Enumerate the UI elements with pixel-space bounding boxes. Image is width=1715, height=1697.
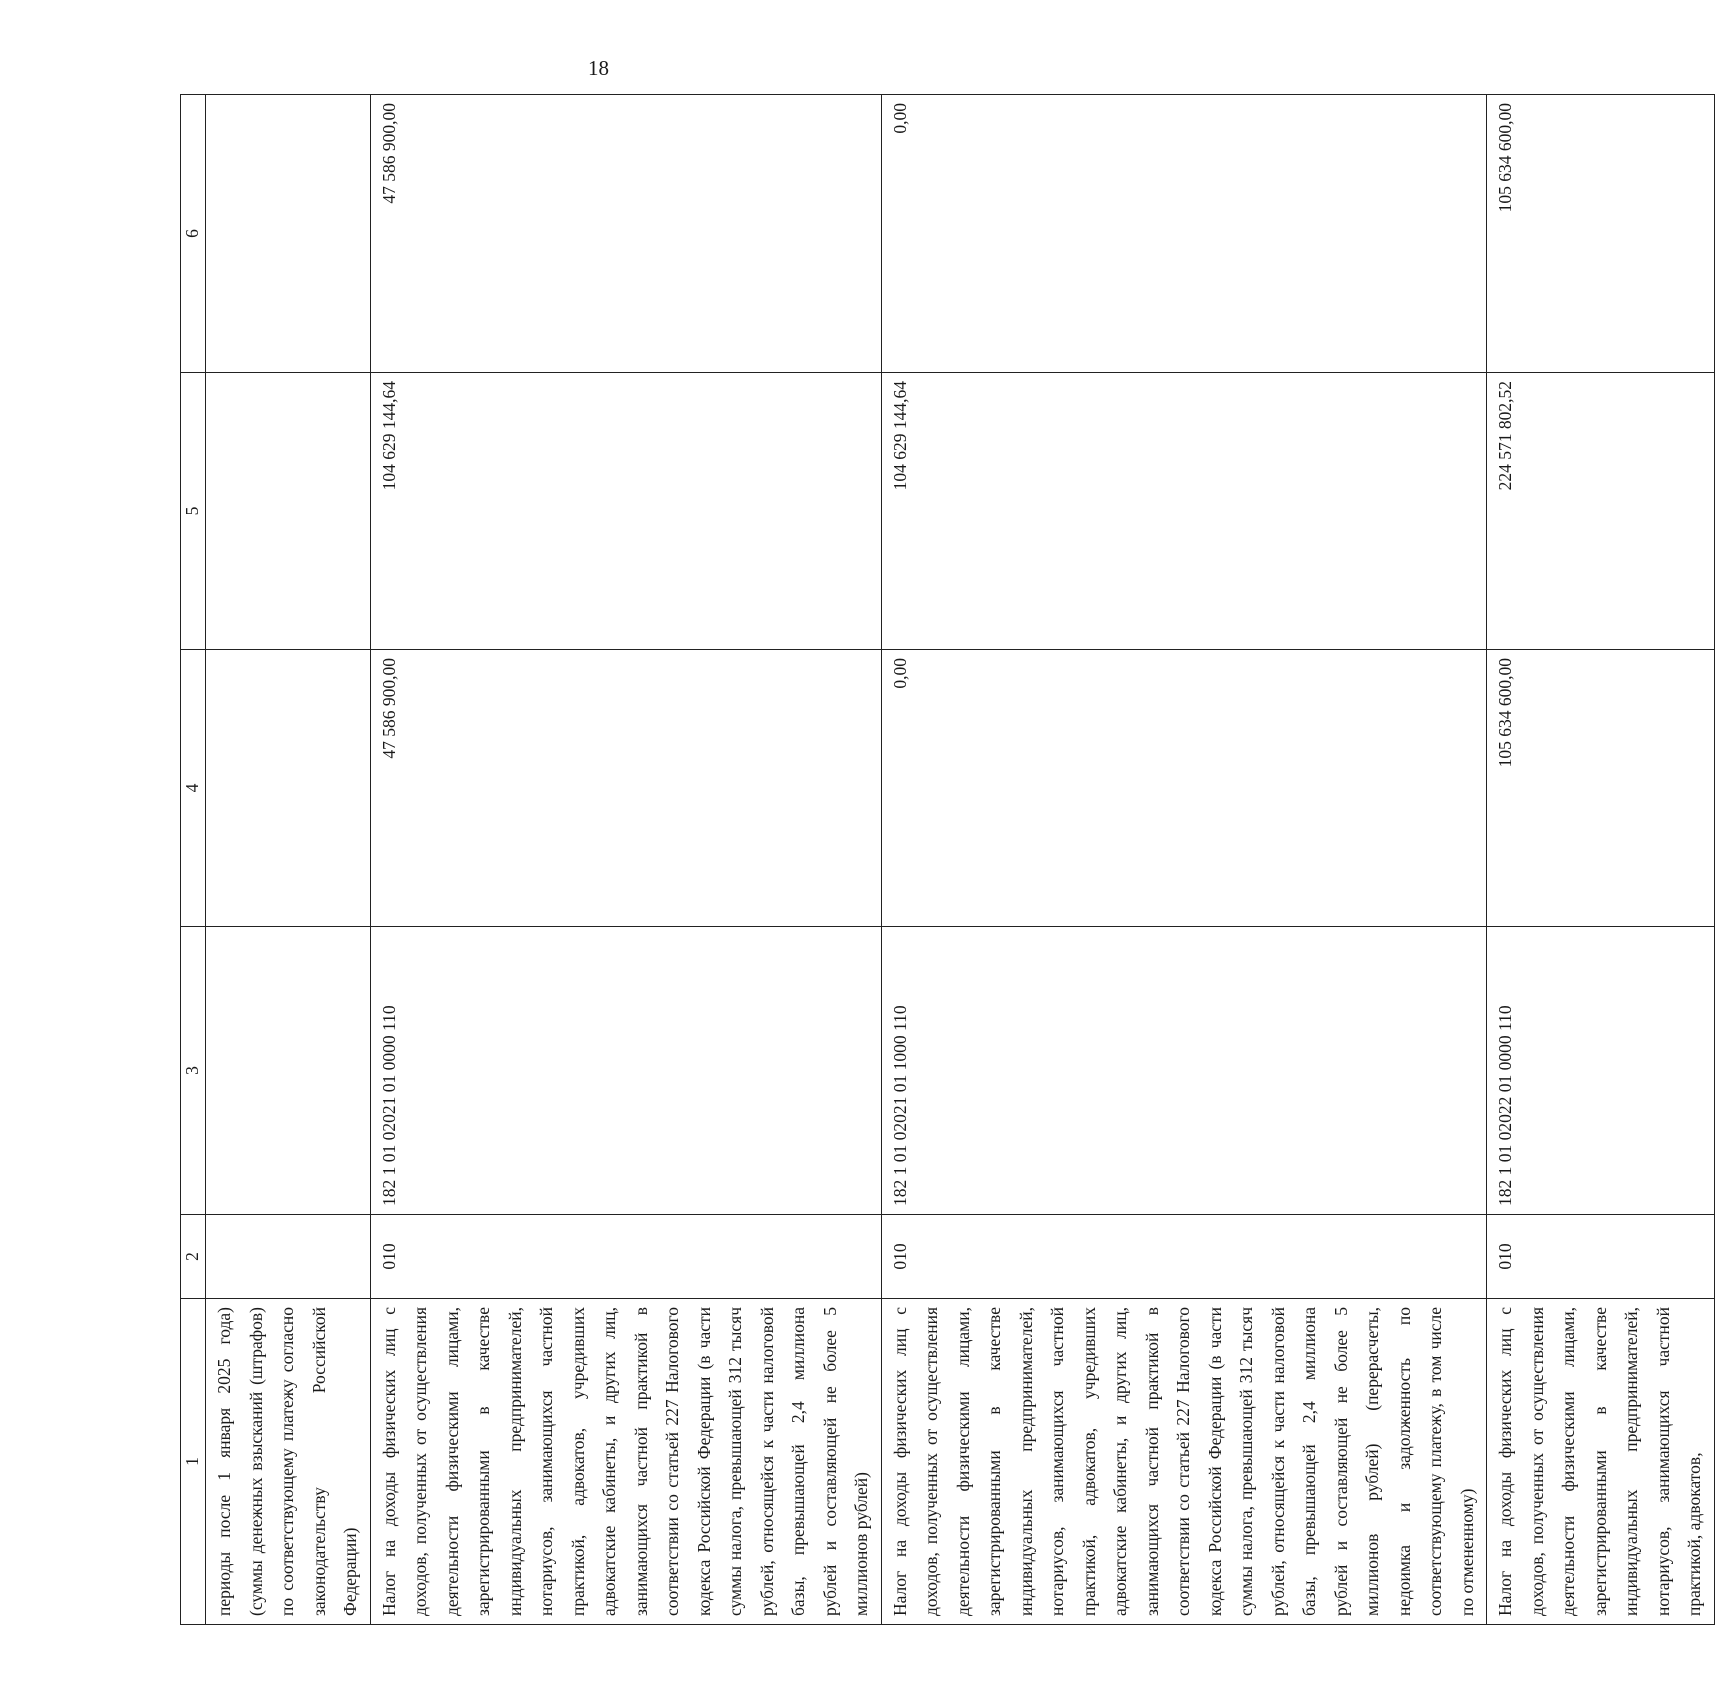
row-kbk: 182 1 01 02022 01 0000 110: [1487, 927, 1715, 1215]
row-description: Налог на доходы физических лиц с доходов, полученных от осуществления деятельности физическими лицами, зарегистрированными в качестве индивидуальных предпринимателей, нотариусов, занимающихся частной практикой, адвокатов, учредивших адвокатские кабинеты, и других лиц, занимающихся частной практикой в соответствии со статьей 227 Налогового кодекса Российской Федерации (в части суммы налога, превышающей 312 тысяч рублей, относящейся к части налоговой базы, превышающей 2,4 миллиона рублей и составляющей не более 5 миллионов рублей): [370, 1299, 881, 1625]
table-row: [881, 95, 1487, 1625]
row-admin-code: 010: [881, 1215, 1487, 1299]
table-row: [206, 95, 371, 1625]
header-cell-3: 3: [181, 927, 206, 1215]
header-cell-4: 4: [181, 650, 206, 927]
row-description: периоды после 1 января 2025 года) (суммы денежных взысканий (штрафов) по соответствующему платежу согласно законодательству Российской Федерации): [206, 1299, 371, 1625]
row-description: Налог на доходы физических лиц с доходов, полученных от осуществления деятельности физическими лицами, зарегистрированными в качестве индивидуальных предпринимателей, нотариусов, занимающихся частной практикой, адвокатов,: [1487, 1299, 1715, 1625]
header-cell-1: 1: [181, 1299, 206, 1625]
page-number: 18: [588, 56, 609, 80]
row-admin-code: 010: [370, 1215, 881, 1299]
rotated-table-container: [180, 95, 1704, 1625]
row-col5: 224 571 802,52: [1487, 373, 1715, 650]
table-row: [370, 95, 881, 1625]
row-col5: 104 629 144,64: [881, 373, 1487, 650]
row-admin-code: 010: [1487, 1215, 1715, 1299]
row-kbk: [206, 927, 371, 1215]
row-col4: [206, 650, 371, 927]
row-admin-code: [206, 1215, 371, 1299]
row-description: Налог на доходы физических лиц с доходов, полученных от осуществления деятельности физическими лицами, зарегистрированными в качестве индивидуальных предпринимателей, нотариусов, занимающихся частной практикой, адвокатов, учредивших адвокатские кабинеты, и других лиц, занимающихся частной практикой в соответствии со статьей 227 Налогового кодекса Российской Федерации (в части суммы налога, превышающей 312 тысяч рублей, относящейся к части налоговой базы, превышающей 2,4 миллиона рублей и составляющей не более 5 миллионов рублей) (перерасчеты, недоимка и задолженность по соответствующему платежу, в том числе по отмененному): [881, 1299, 1487, 1625]
row-kbk: 182 1 01 02021 01 0000 110: [370, 927, 881, 1215]
row-col4: 105 634 600,00: [1487, 650, 1715, 927]
row-col4: 0,00: [881, 650, 1487, 927]
header-cell-6: 6: [181, 95, 206, 373]
row-col6: 105 634 600,00: [1487, 95, 1715, 373]
row-kbk: 182 1 01 02021 01 1000 110: [881, 927, 1487, 1215]
row-col6: 47 586 900,00: [370, 95, 881, 373]
row-col5: 104 629 144,64: [370, 373, 881, 650]
header-cell-5: 5: [181, 373, 206, 650]
budget-revenue-table: [180, 94, 1715, 1625]
row-col6: 0,00: [881, 95, 1487, 373]
table-row: [1487, 95, 1715, 1625]
row-col4: 47 586 900,00: [370, 650, 881, 927]
header-cell-2: 2: [181, 1215, 206, 1299]
row-col6: [206, 95, 371, 373]
table-header-row: [181, 95, 206, 1625]
row-col5: [206, 373, 371, 650]
